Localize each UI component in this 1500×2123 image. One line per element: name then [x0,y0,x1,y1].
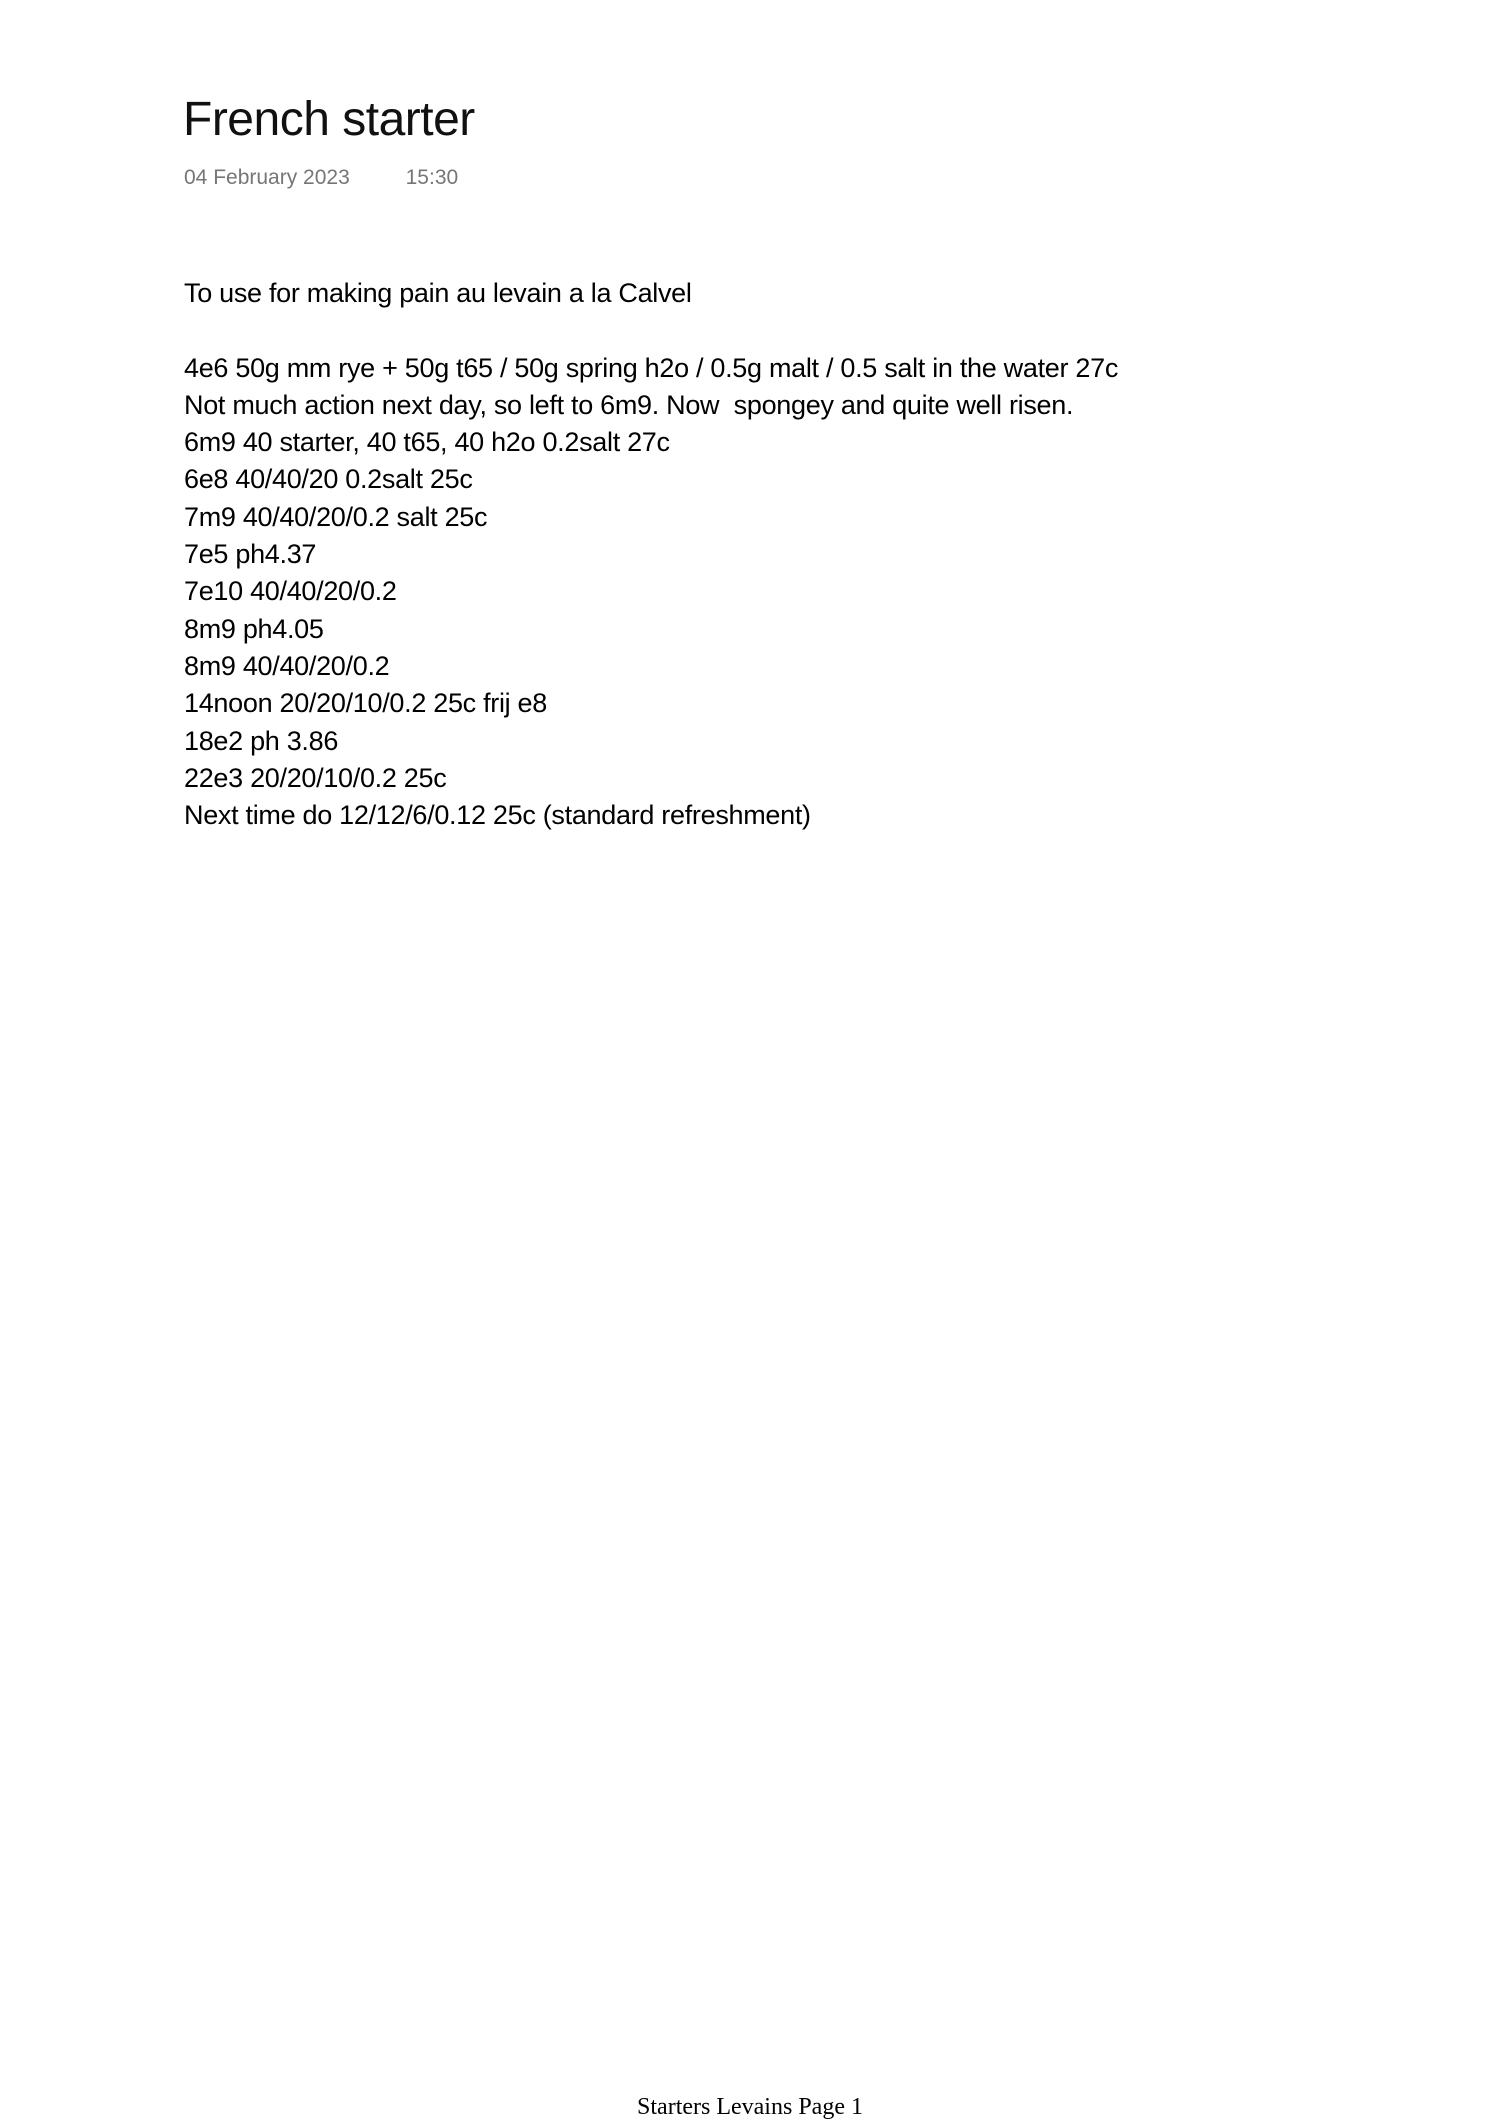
note-line: 4e6 50g mm rye + 50g t65 / 50g spring h2o / 0.5g malt / 0.5 salt in the water 27c [184,352,1119,383]
note-time: 15:30 [405,166,459,189]
note-line: 8m9 40/40/20/0.2 [184,650,390,681]
note-line: 6e8 40/40/20 0.2salt 25c [184,464,473,495]
page-title: French starter [183,93,475,146]
note-line: 18e2 ph 3.86 [184,725,339,756]
note-metadata [184,166,458,190]
note-line: 7m9 40/40/20/0.2 salt 25c [184,501,488,532]
note-body [184,275,1118,834]
note-line: 22e3 20/20/10/0.2 25c [184,762,447,793]
note-line: 6m9 40 starter, 40 t65, 40 h2o 0.2salt 27c [184,427,670,458]
note-line: 8m9 ph4.05 [184,613,324,644]
note-line: 7e10 40/40/20/0.2 [184,576,397,607]
note-line: Not much action next day, so left to 6m9. Now spongey and quite well risen. [184,389,1074,420]
note-line: Next time do 12/12/6/0.12 25c (standard refreshment) [184,800,811,831]
page-footer: Starters Levains Page 1 [637,2094,863,2120]
note-line: To use for making pain au levain a la Calvel [184,278,692,308]
note-line: 14noon 20/20/10/0.2 25c frij e8 [184,688,547,719]
note-line: 7e5 ph4.37 [184,539,317,570]
note-line [184,312,1118,349]
note-date: 04 February 2023 [184,166,350,189]
